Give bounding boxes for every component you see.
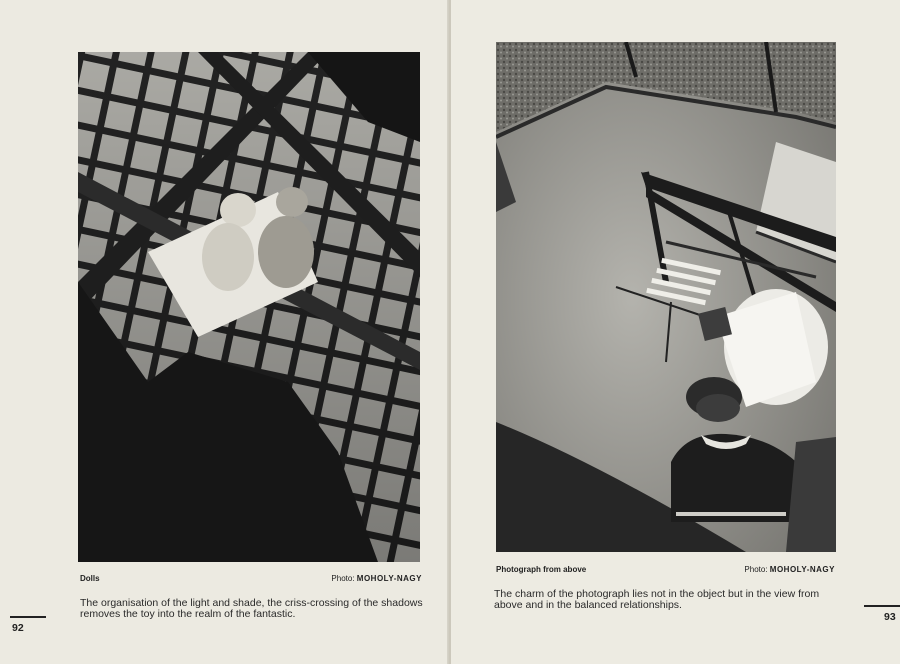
photograph-from-above <box>496 42 836 552</box>
left-credit-prefix: Photo: <box>331 574 355 583</box>
left-description: The organisation of the light and shade, the criss-crossing of the shadows removes the toy into the realm of the fantastic. <box>80 597 423 620</box>
right-page <box>451 0 900 664</box>
left-caption-title: Dolls <box>80 574 100 583</box>
left-caption-row <box>80 574 422 583</box>
left-page-number: 92 <box>12 622 24 634</box>
left-page <box>0 0 449 664</box>
right-caption-title: Photograph from above <box>496 565 587 574</box>
left-page-rule <box>10 616 46 618</box>
right-photo-credit <box>744 565 835 574</box>
left-credit-name: MOHOLY-NAGY <box>356 574 422 583</box>
right-page-rule <box>864 605 900 607</box>
left-photo-credit <box>331 574 422 583</box>
right-credit-prefix: Photo: <box>744 565 768 574</box>
right-page-number: 93 <box>884 611 896 623</box>
right-description: The charm of the photograph lies not in the object but in the view from above and in the balanced relationships. <box>494 588 820 611</box>
dolls-photograph <box>78 52 420 562</box>
right-credit-name: MOHOLY-NAGY <box>769 565 835 574</box>
right-caption-row <box>496 565 835 574</box>
